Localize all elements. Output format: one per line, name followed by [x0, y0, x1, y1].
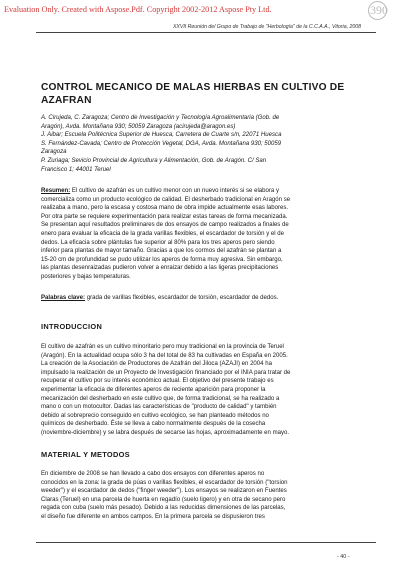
page-number: - 40 -: [337, 554, 350, 560]
paragraph-line: regada con cuba (suelo más pesado). Debido a las reducidas dimensiones de las parcelas,: [41, 505, 286, 512]
abstract-line: Resumen: El cultivo de azafrán es un cultivo menor con un nuevo interés si se elabora y: [41, 188, 279, 194]
footer-rule: [36, 542, 376, 543]
paragraph-line: (Aragón). En la actualidad ocupa sólo 3 ha del total de 83 ha cultivadas en España en 2005.: [41, 352, 288, 359]
affiliation-line: J. Aibar; Escuela Politécnica Superior de Huesca, Carretera de Cuarte s/n, 22071 Huesca: [41, 132, 282, 139]
paragraph-line: impulsado la realización de un Proyecto de Investigación financiado por el INIA para tratar de: [41, 369, 291, 376]
title-line: AZAFRAN: [41, 94, 92, 106]
affiliation-line: Aragón), Avda. Montañana 930; 50059 Zaragoza (acirujeda@aragon.es): [41, 123, 236, 130]
keywords-text: grada de varillas flexibles, escardador de torsión, escardador de dedos.: [85, 295, 279, 301]
abstract-line: posteriores y bajas temperaturas.: [41, 273, 131, 280]
abstract-line: las plantas desenraizadas pudieron volver a enraizar debido a las ligeras precipitaciones: [41, 265, 279, 272]
paragraph-line: La creación de la Asociación de Productores de Azafrán del Jiloca (AZAJI) en 2004 ha: [41, 361, 272, 368]
keywords-label: Palabras clave:: [41, 295, 86, 301]
abstract-line: dedos. La eficacia sobre plántulas fue superior al 80% para los tres aperos pero siendo: [41, 239, 275, 246]
paragraph-line: químicos de desherbado. Éste se lleva a cabo normalmente después de la cosecha: [41, 421, 266, 428]
paragraph-line: conocidos en la zona: la grada de púas o varillas flexibles, el escardador de torsión ("torsion: [41, 479, 288, 486]
paragraph-line: (noviembre-diciembre) y se labra después de secarse las hojas, aproximadamente en mayo.: [41, 429, 290, 436]
abstract: [41, 187, 367, 282]
title-line: CONTROL MECANICO DE MALAS HIERBAS EN CULTIVO DE: [41, 82, 345, 93]
affiliation-line: A. Cirujeda, C. Zaragoza; Centro de Investigación y Tecnología Agroalimentaria (Gob. de: [41, 115, 280, 121]
methods-body: [41, 470, 367, 522]
paragraph-line: recuperar el cultivo por su interés económico actual. El objetivo del presente trabajo es: [41, 378, 274, 385]
affiliation-line: P. Zuriaga; Sevicio Provincial de Agricultura y Alimentación, Gob. de Aragón. C/ San: [41, 157, 267, 164]
paragraph-line: debido al sobreprecio conseguido en cultivo ecológico, se han planteado métodos no: [41, 412, 269, 419]
paragraph-line: mecanización del desherbado en este cultivo que, de forma tradicional, se ha realizado a: [41, 395, 280, 402]
paragraph-line: el diseño fue diferente en ambos campos. En la primera parcela se dispusieron tres: [41, 513, 265, 520]
evaluation-watermark: Evaluation Only. Created with Aspose.Pdf. Copyright 2002-2012 Aspose Pty Ltd.: [4, 5, 272, 14]
paragraph-line: experimentar la eficacia de diferentes aperos de reciente aparición para proponer la: [41, 386, 266, 393]
abstract-line: comercializa como un producto ecológico de calidad. El desherbado tradicional en Aragón se: [41, 196, 291, 203]
paper-title: [41, 82, 381, 107]
abstract-line: Se presentan aquí resultados preliminares de dos ensayos de campo realizados a finales de: [41, 222, 289, 229]
page-badge: 390: [370, 3, 388, 17]
affiliations: [41, 114, 367, 174]
running-header: XXVII Reunión del Grupo de Trabajo de "Herbología" de la C.C.A.A., Vitoria, 2008: [172, 24, 361, 30]
paragraph-line: El cultivo de azafrán es un cultivo minoritario pero muy tradicional en la provincia de Teruel: [41, 344, 284, 350]
keywords: [41, 294, 367, 303]
abstract-line: Por otra parte se requiere experimentación para realizar estas tareas de forma mecanizada.: [41, 213, 288, 220]
abstract-line: 15-20 cm de profundidad se pudo utilizar los aperos de forma muy agresiva. Sin embargo,: [41, 256, 283, 263]
affiliation-line: Francisco 1; 44001 Teruel: [41, 166, 111, 173]
paragraph-line: Claras (Teruel) en una parcela de huerta en regadío (suelo ligero) y en otra de secano pero: [41, 496, 286, 503]
affiliation-line: S. Fernández-Cavada; Centro de Protección Vegetal, DGA, Avda. Montañana 930; 50059: [41, 140, 282, 147]
header-rule: [36, 32, 376, 33]
paragraph-line: weeder") y el escardador de dedos ("finger weeder"). Los ensayos se realizaron en Fuentes: [41, 488, 287, 495]
abstract-label: Resumen:: [41, 188, 71, 194]
paragraph-line: En diciembre de 2008 se han llevado a cabo dos ensayos con diferentes aperos no: [41, 471, 265, 477]
introduction-body: [41, 343, 367, 438]
abstract-line: inferior para plantas de mayor tamaño. Gracias a que los cormos del azafrán se plantan a: [41, 248, 282, 255]
affiliation-line: Zaragoza: [41, 149, 67, 156]
abstract-line: realizaba a mano, pero la escasa y costosa mano de obra impide actualmente esas labores.: [41, 205, 289, 212]
paragraph-line: mano o con un motocultor. Dadas las características de "producto de calidad" y también: [41, 404, 277, 411]
section-heading-introduction: INTRODUCCION: [41, 322, 103, 331]
section-heading-methods: MATERIAL Y METODOS: [41, 450, 130, 459]
abstract-line: enero para evaluar la eficacia de la grada varillas flexibles, el escardador de torsión y el de: [41, 230, 285, 237]
